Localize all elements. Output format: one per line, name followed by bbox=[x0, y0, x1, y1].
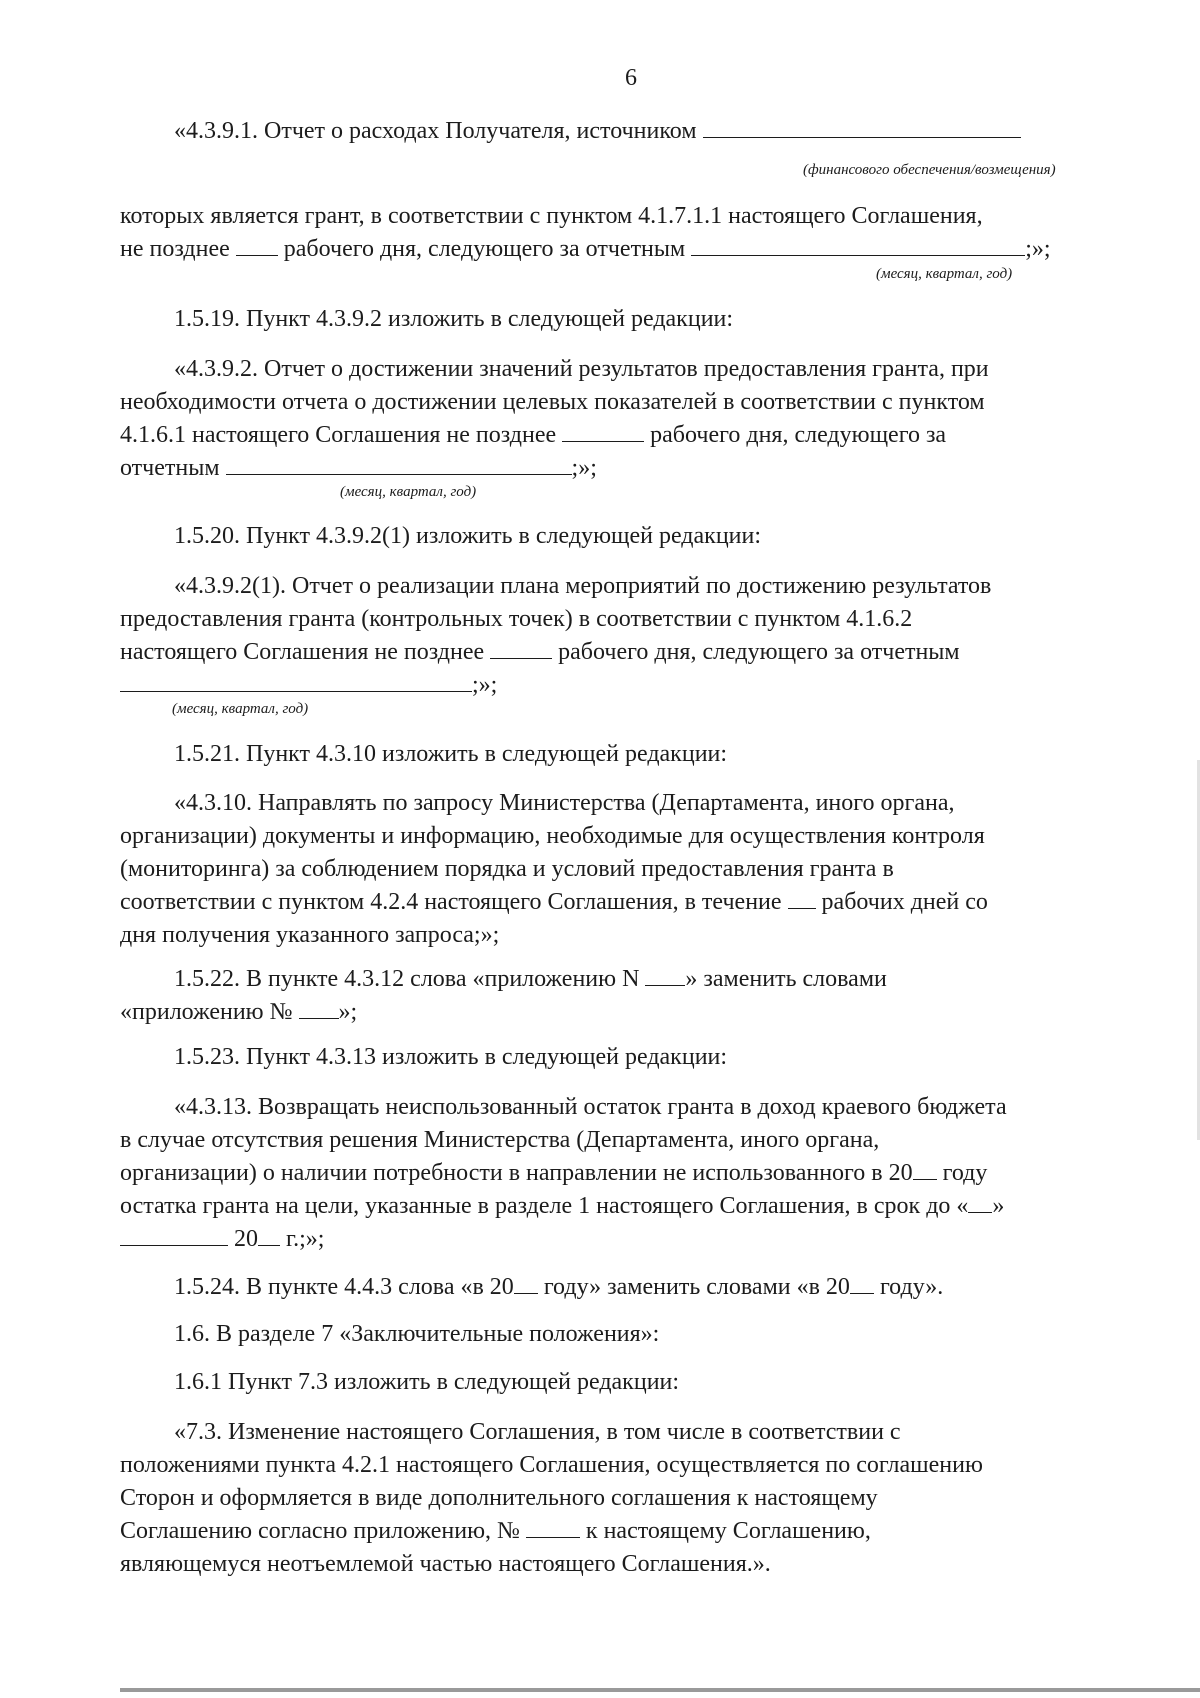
paragraph-4-3-13-line-3: организации) о наличии потребности в направлении не использованного в 20 году bbox=[120, 1160, 988, 1186]
paragraph-4-3-13-line-4: остатка гранта на цели, указанные в разделе 1 настоящего Соглашения, в срок до « » bbox=[120, 1193, 1005, 1219]
paragraph-4-3-9-2-line-3: 4.1.6.1 настоящего Соглашения не позднее рабочего дня, следующего за bbox=[120, 422, 947, 448]
blank-field bbox=[645, 965, 685, 986]
item-1-5-20: 1.5.20. Пункт 4.3.9.2(1) изложить в следующей редакции: bbox=[174, 523, 762, 549]
scan-bottom-edge bbox=[120, 1688, 1200, 1692]
paragraph-7-3-line-5: являющемуся неотъемлемой частью настоящего Соглашения.». bbox=[120, 1551, 771, 1577]
paragraph-7-3-line-4: Соглашению согласно приложению, № к настоящему Соглашению, bbox=[120, 1518, 871, 1544]
blank-field bbox=[226, 454, 572, 475]
paragraph-4-3-9-2-line-1: «4.3.9.2. Отчет о достижении значений результатов предоставления гранта, при bbox=[174, 356, 989, 382]
item-1-5-22-line-1: 1.5.22. В пункте 4.3.12 слова «приложению N » заменить словами bbox=[174, 966, 887, 992]
item-1-5-19: 1.5.19. Пункт 4.3.9.2 изложить в следующей редакции: bbox=[174, 306, 734, 332]
blank-field bbox=[913, 1159, 937, 1180]
blank-field bbox=[299, 998, 339, 1019]
paragraph-4-3-13-line-5: 20 г.;»; bbox=[120, 1225, 324, 1253]
paragraph-4-3-10-line-2: организации) документы и информацию, необходимые для осуществления контроля bbox=[120, 823, 985, 849]
blank-field bbox=[968, 1192, 992, 1213]
paragraph-4-3-10-line-5: дня получения указанного запроса;»; bbox=[120, 922, 500, 948]
paragraph-7-3-line-2: положениями пункта 4.2.1 настоящего Соглашения, осуществляется по соглашению bbox=[120, 1452, 983, 1478]
paragraph-4-3-9-2-line-2: необходимости отчета о достижении целевых показателей в соответствии с пунктом bbox=[120, 389, 985, 415]
paragraph-4-3-9-1-line-3: не позднее рабочего дня, следующего за отчетным ;»; bbox=[120, 236, 1051, 262]
paragraph-4-3-9-2-1-line-2: предоставления гранта (контрольных точек) в соответствии с пунктом 4.1.6.2 bbox=[120, 606, 913, 632]
blank-field bbox=[788, 888, 816, 909]
blank-field bbox=[120, 1225, 228, 1246]
paragraph-4-3-10-line-1: «4.3.10. Направлять по запросу Министерства (Департамента, иного органа, bbox=[174, 790, 955, 816]
paragraph-7-3-line-1: «7.3. Изменение настоящего Соглашения, в том числе в соответствии с bbox=[174, 1419, 901, 1445]
blank-field bbox=[258, 1225, 280, 1246]
paragraph-4-3-10-line-4: соответствии с пунктом 4.2.4 настоящего Соглашения, в течение рабочих дней со bbox=[120, 889, 988, 915]
item-1-6: 1.6. В разделе 7 «Заключительные положения»: bbox=[174, 1321, 660, 1347]
caption-period: (месяц, квартал, год) bbox=[340, 484, 477, 500]
paragraph-4-3-9-2-line-4: отчетным ;»; bbox=[120, 455, 597, 481]
blank-field bbox=[691, 235, 1025, 256]
paragraph-4-3-9-1-line-1: «4.3.9.1. Отчет о расходах Получателя, источником bbox=[174, 117, 1021, 145]
caption-period: (месяц, квартал, год) bbox=[172, 701, 309, 717]
blank-field bbox=[850, 1273, 874, 1294]
caption-period: (месяц, квартал, год) bbox=[876, 266, 1013, 282]
blank-field bbox=[236, 235, 278, 256]
item-1-6-1: 1.6.1 Пункт 7.3 изложить в следующей редакции: bbox=[174, 1369, 680, 1395]
item-1-5-22-line-2: «приложению № »; bbox=[120, 999, 358, 1025]
paragraph-7-3-line-3: Сторон и оформляется в виде дополнительного соглашения к настоящему bbox=[120, 1485, 878, 1511]
blank-field bbox=[526, 1517, 580, 1538]
paragraph-4-3-10-line-3: (мониторинга) за соблюдением порядка и условий предоставления гранта в bbox=[120, 856, 894, 882]
blank-field bbox=[514, 1273, 538, 1294]
paragraph-4-3-9-2-1-line-3: настоящего Соглашения не позднее рабочего дня, следующего за отчетным bbox=[120, 639, 960, 665]
blank-field bbox=[120, 671, 472, 692]
paragraph-4-3-9-2-1-line-1: «4.3.9.2(1). Отчет о реализации плана мероприятий по достижению результатов bbox=[174, 573, 992, 599]
blank-field bbox=[562, 421, 644, 442]
blank-field bbox=[703, 117, 1021, 138]
item-1-5-21: 1.5.21. Пункт 4.3.10 изложить в следующей редакции: bbox=[174, 741, 728, 767]
paragraph-4-3-13-line-1: «4.3.13. Возвращать неиспользованный остаток гранта в доход краевого бюджета bbox=[174, 1094, 1007, 1120]
item-1-5-23: 1.5.23. Пункт 4.3.13 изложить в следующей редакции: bbox=[174, 1044, 728, 1070]
item-1-5-24: 1.5.24. В пункте 4.4.3 слова «в 20 году» заменить словами «в 20 году». bbox=[174, 1274, 944, 1300]
paragraph-4-3-13-line-2: в случае отсутствия решения Министерства (Департамента, иного органа, bbox=[120, 1127, 880, 1153]
paragraph-4-3-9-2-1-line-4: ;»; bbox=[120, 671, 497, 699]
page-number: 6 bbox=[625, 65, 637, 91]
blank-field bbox=[490, 638, 552, 659]
caption-financing: (финансового обеспечения/возмещения) bbox=[803, 162, 1056, 178]
paragraph-4-3-9-1-line-2: которых является грант, в соответствии с пунктом 4.1.7.1.1 настоящего Соглашения, bbox=[120, 203, 983, 229]
